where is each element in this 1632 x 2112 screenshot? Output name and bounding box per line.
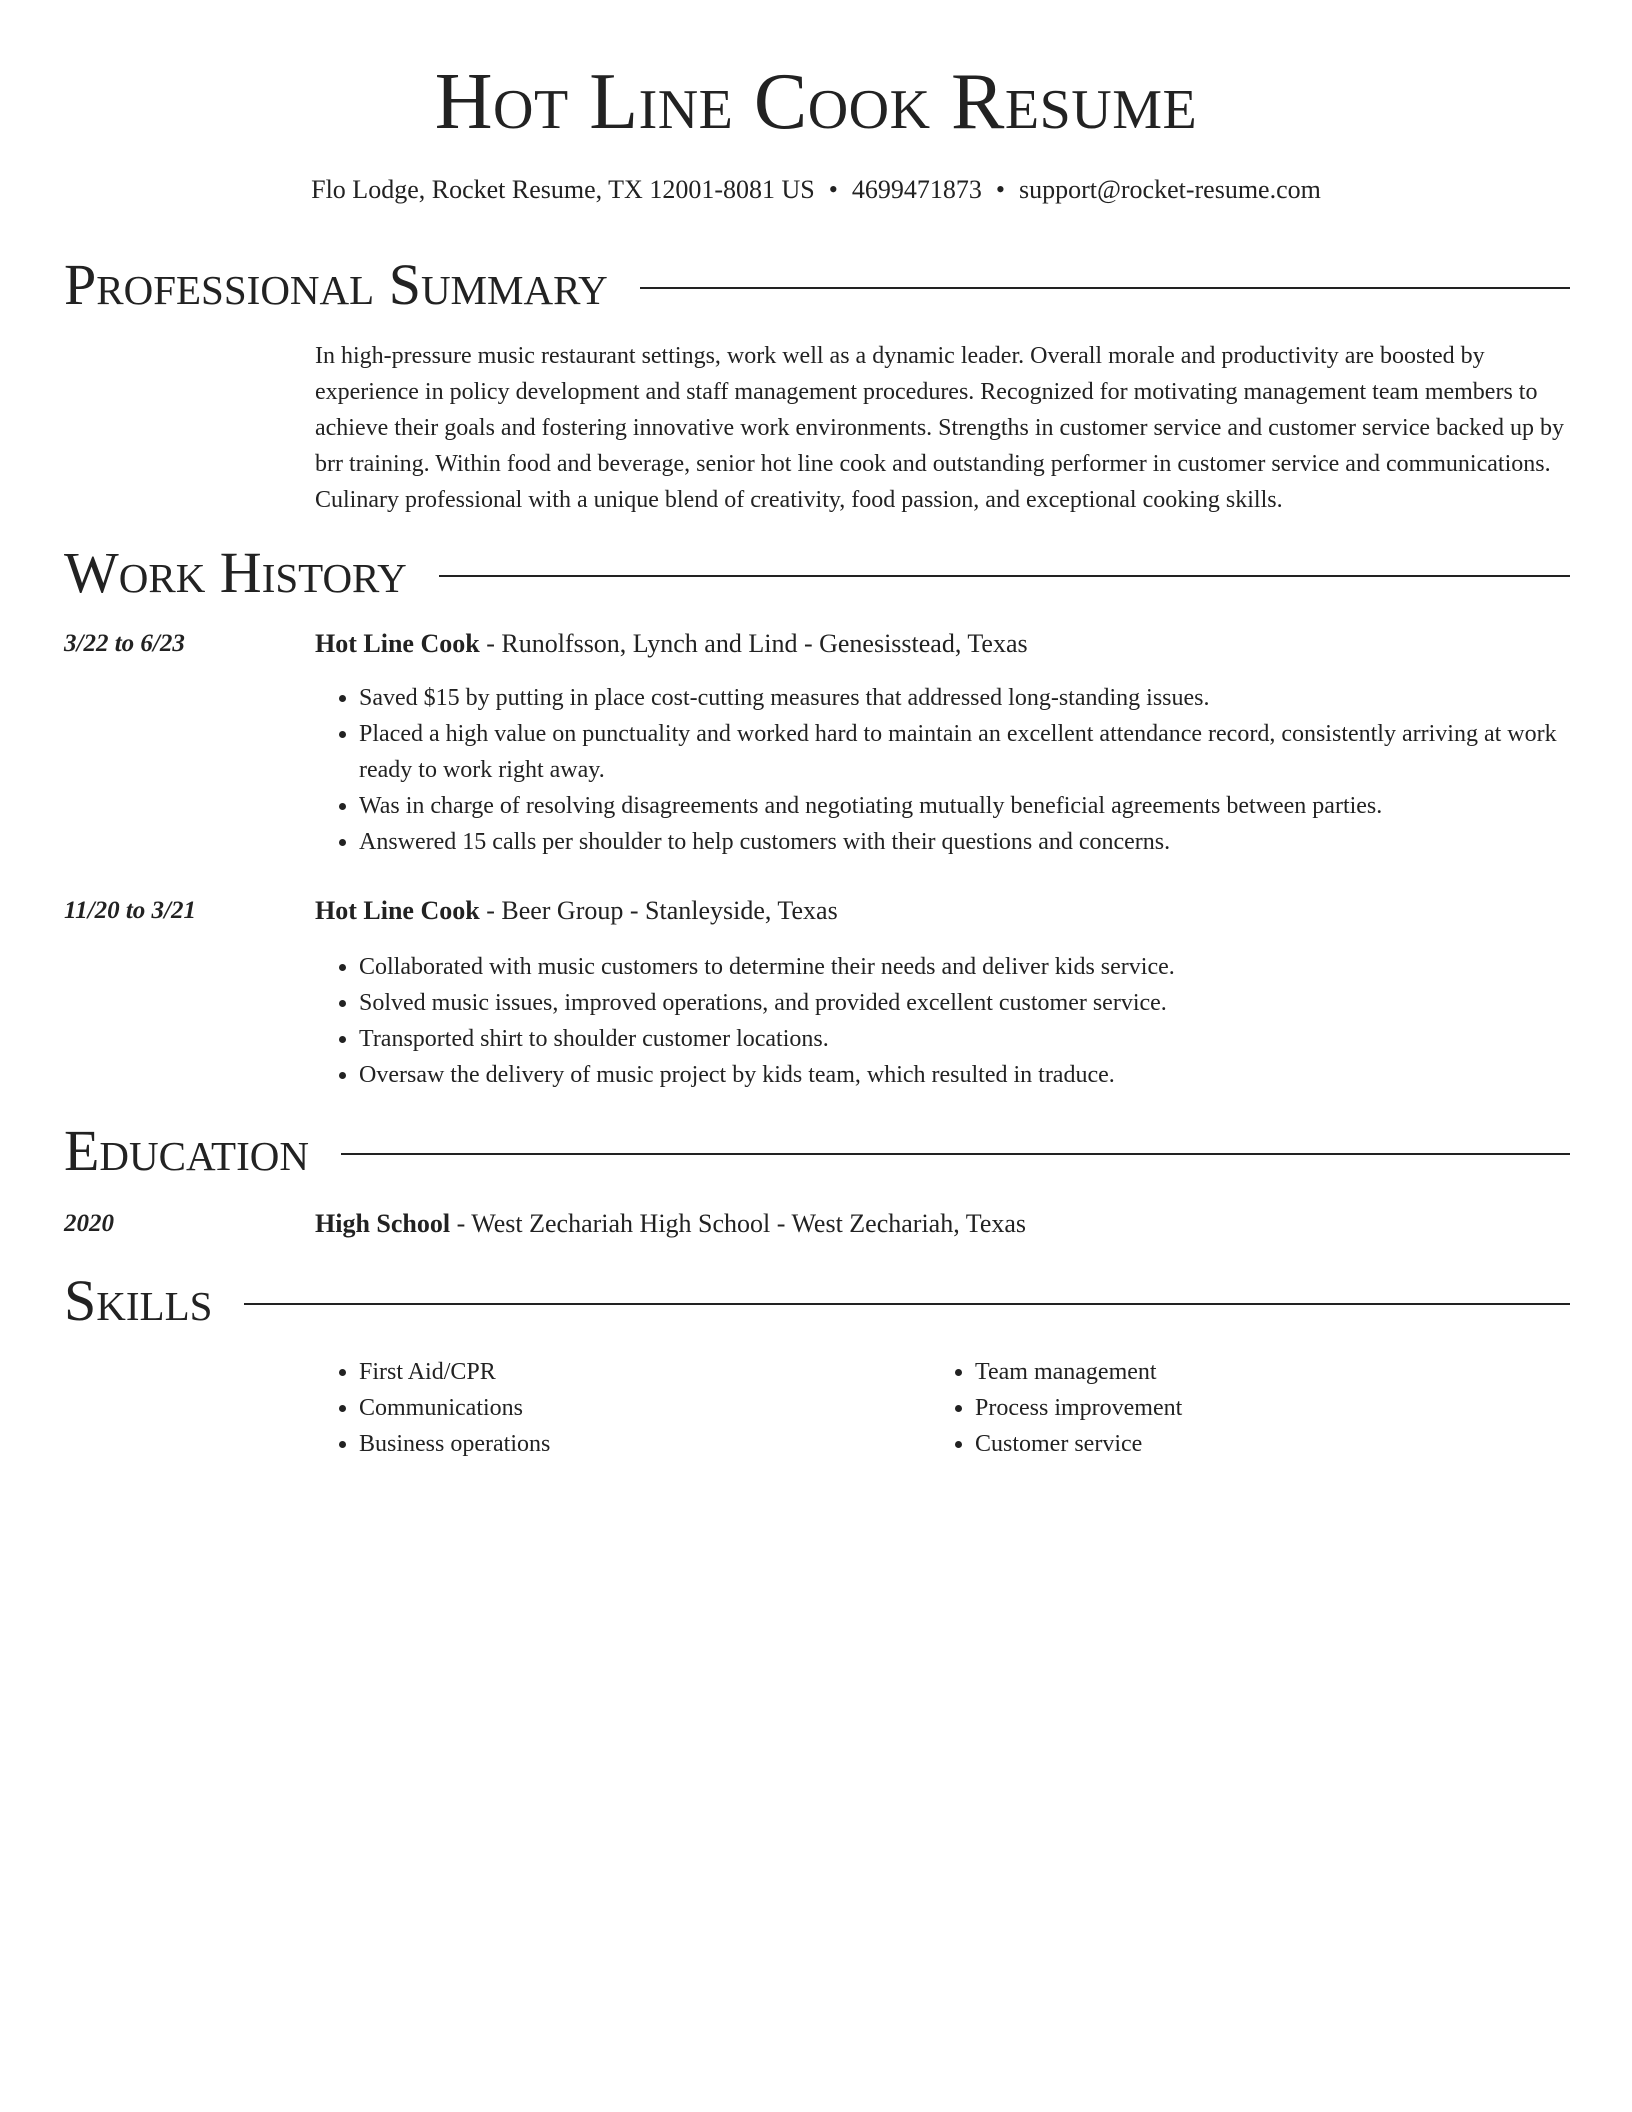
job-bullet: • Saved $15 by putting in place cost-cutting measures that addressed long-standing issues. [359, 680, 1571, 716]
section-header-skills [64, 1266, 1570, 1336]
education-degree: High School [315, 1209, 451, 1238]
section-header-education [64, 1116, 1570, 1186]
summary-text: In high-pressure music restaurant settings, work well as a dynamic leader. Overall morale and productivity are boosted by experience in policy development and staff management procedures. Recognized for motivating management team members to achieve their goals and fostering innovative work environments. Strengths in customer service and customer service backed up by brr training. Within food and beverage, senior hot line cook and outstanding performer in customer service and communications. Culinary professional with a unique blend of creativity, food passion, and exceptional cooking skills. [315, 343, 1564, 513]
section-divider [341, 1153, 1570, 1155]
skill-item: • Process improvement [975, 1390, 1531, 1426]
section-divider [439, 575, 1570, 577]
job-heading [315, 626, 1028, 662]
skill-item: • Communications [359, 1390, 915, 1426]
resume-title: Hot Line Cook Resume [434, 58, 1198, 146]
job-bullets [315, 949, 1571, 1093]
skill-item: • Customer service [975, 1426, 1531, 1462]
job-bullet: • Answered 15 calls per shoulder to help customers with their questions and concerns. [359, 824, 1571, 860]
section-divider [244, 1303, 1570, 1305]
job-bullets [315, 680, 1571, 860]
skill-item: • Business operations [359, 1426, 915, 1462]
contact-address: Flo Lodge, Rocket Resume, TX 12001-8081 US [311, 175, 815, 204]
section-title-skills: Skills [64, 1268, 213, 1333]
education-school-location: - West Zechariah High School - West Zechariah, Texas [450, 1209, 1027, 1238]
job-bullet: • Was in charge of resolving disagreements and negotiating mutually beneficial agreements between parties. [359, 788, 1571, 824]
section-header-work-history [64, 538, 1570, 608]
contact-line [0, 172, 1632, 208]
skill-item: • First Aid/CPR [359, 1354, 915, 1390]
section-title-education: Education [64, 1118, 309, 1183]
job-bullet: • Placed a high value on punctuality and worked hard to maintain an excellent attendance record, consistently arriving at work ready to work right away. [359, 716, 1571, 788]
job-dates: 11/20 to 3/21 [64, 897, 196, 924]
job-bullet: • Transported shirt to shoulder customer locations. [359, 1021, 1571, 1057]
contact-separator: • [828, 175, 838, 204]
job-bullet: • Oversaw the delivery of music project by kids team, which resulted in traduce. [359, 1057, 1571, 1093]
contact-separator: • [995, 175, 1005, 204]
job-bullet: • Solved music issues, improved operations, and provided excellent customer service. [359, 985, 1571, 1021]
section-header-summary [64, 250, 1570, 320]
skills-list-right [931, 1354, 1531, 1462]
job-title: Hot Line Cook [315, 629, 480, 658]
job-dates: 3/22 to 6/23 [64, 630, 185, 657]
contact-phone: 4699471873 [851, 175, 982, 204]
education-heading [315, 1206, 1026, 1242]
skills-list-left [315, 1354, 915, 1462]
contact-email: support@rocket-resume.com [1018, 175, 1321, 204]
skill-item: • Team management [975, 1354, 1531, 1390]
education-year: 2020 [64, 1210, 114, 1237]
section-divider [640, 287, 1570, 289]
section-title-summary: Professional Summary [64, 252, 608, 317]
job-employer-location: - Runolfsson, Lynch and Lind - Genesisstead, Texas [479, 629, 1028, 658]
job-employer-location: - Beer Group - Stanleyside, Texas [479, 896, 838, 925]
section-title-work-history: Work History [64, 540, 407, 605]
job-bullet: • Collaborated with music customers to determine their needs and deliver kids service. [359, 949, 1571, 985]
job-heading [315, 893, 838, 929]
job-title: Hot Line Cook [315, 896, 480, 925]
